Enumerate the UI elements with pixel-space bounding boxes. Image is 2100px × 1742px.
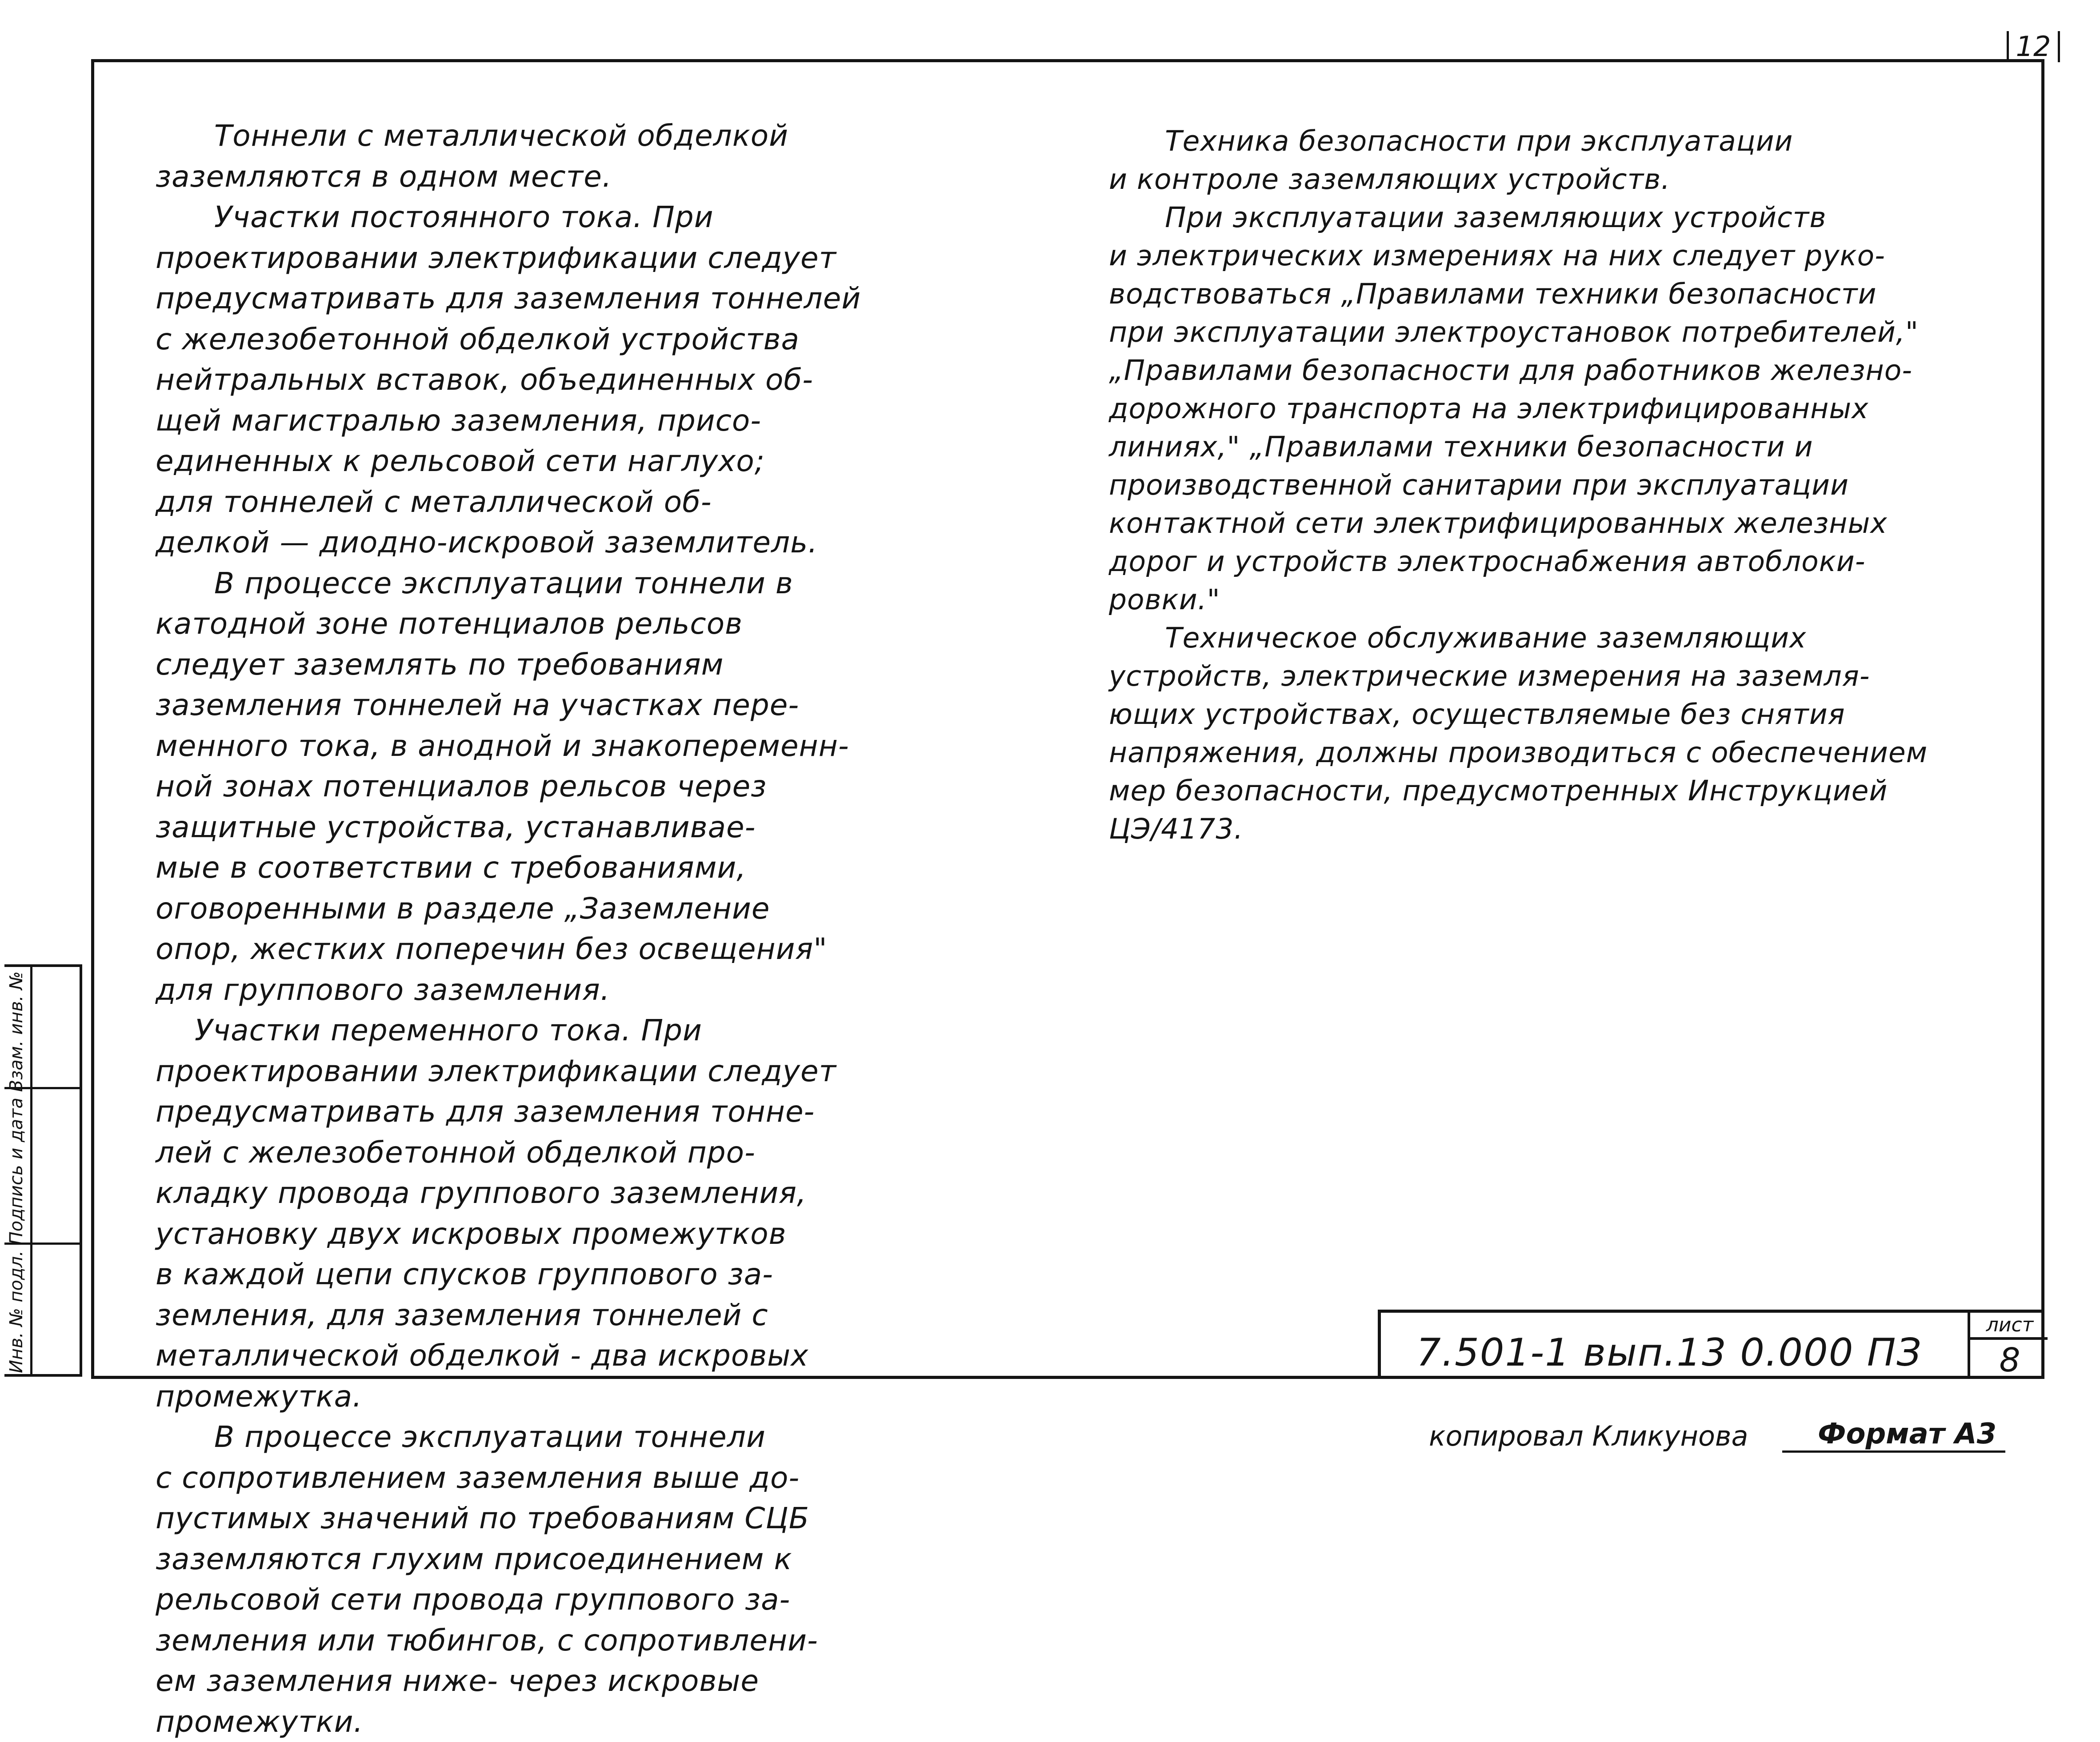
text-line: рельсовой сети провода группового за- bbox=[156, 1579, 861, 1620]
text-line: защитные устройства, устанавливае- bbox=[156, 807, 861, 848]
text-line: следует заземлять по требованиям bbox=[156, 644, 861, 685]
text-line: проектировании электрификации следует bbox=[156, 1051, 861, 1092]
text-line: при эксплуатации электроустановок потребителей," bbox=[1109, 313, 1928, 352]
text-line: промежутка. bbox=[156, 1376, 861, 1417]
text-line: для тоннелей с металлической об- bbox=[156, 482, 861, 523]
text-line: дорог и устройств электроснабжения автоблоки- bbox=[1109, 543, 1928, 581]
text-line: менного тока, в анодной и знакопеременн- bbox=[156, 726, 861, 767]
text-line: земления или тюбингов, с сопротивлени- bbox=[156, 1620, 861, 1661]
text-line: Участки постоянного тока. При bbox=[156, 197, 861, 238]
text-line: делкой — диодно-искровой заземлитель. bbox=[156, 522, 861, 563]
text-line: единенных к рельсовой сети наглухо; bbox=[156, 441, 861, 482]
text-line: пустимых значений по требованиям СЦБ bbox=[156, 1498, 861, 1539]
text-line: лей с железобетонной обделкой про- bbox=[156, 1132, 861, 1173]
text-line: предусматривать для заземления тонне- bbox=[156, 1091, 861, 1132]
text-line: Техника безопасности при эксплуатации bbox=[1109, 122, 1928, 160]
text-line: щей магистралью заземления, присо- bbox=[156, 400, 861, 441]
text-line: напряжения, должны производиться с обеспечением bbox=[1109, 734, 1928, 772]
text-line: нейтральных вставок, объединенных об- bbox=[156, 360, 861, 400]
text-line: В процессе эксплуатации тоннели в bbox=[156, 563, 861, 604]
text-line: дорожного транспорта на электрифицированных bbox=[1109, 390, 1928, 428]
paper-format: Формат А3 bbox=[1782, 1418, 2005, 1453]
text-line: ЦЭ/4173. bbox=[1109, 810, 1928, 848]
text-line: ровки." bbox=[1109, 581, 1928, 619]
text-line: и электрических измерениях на них следует руко- bbox=[1109, 237, 1928, 275]
page-number-bar-right bbox=[2058, 31, 2060, 62]
copied-by: копировал Кликунова bbox=[1429, 1420, 1748, 1452]
text-line: Техническое обслуживание заземляющих bbox=[1109, 619, 1928, 657]
text-line: опор, жестких поперечин без освещения" bbox=[156, 929, 861, 970]
sheet-label: лист bbox=[1972, 1313, 2048, 1337]
sheet-number: 8 bbox=[1972, 1342, 2048, 1379]
text-line: ем заземления ниже- через искровые bbox=[156, 1661, 861, 1702]
text-line: В процессе эксплуатации тоннели bbox=[156, 1417, 861, 1458]
text-line: заземления тоннелей на участках пере- bbox=[156, 685, 861, 726]
text-line: предусматривать для заземления тоннелей bbox=[156, 278, 861, 319]
text-line: проектировании электрификации следует bbox=[156, 238, 861, 279]
page-number bbox=[2007, 31, 2060, 62]
text-line: промежутки. bbox=[156, 1702, 861, 1742]
text-line: оговоренными в разделе „Заземление bbox=[156, 888, 861, 929]
text-line: линиях," „Правилами техники безопасности и bbox=[1109, 428, 1928, 466]
text-line: производственной санитарии при эксплуатации bbox=[1109, 466, 1928, 504]
text-line: установку двух искровых промежутков bbox=[156, 1214, 861, 1255]
title-block-divider bbox=[1968, 1313, 1970, 1379]
document-designation: 7.501-1 вып.13 0.000 ПЗ bbox=[1416, 1330, 1922, 1375]
text-line: заземляются в одном месте. bbox=[156, 156, 861, 197]
text-line: земления, для заземления тоннелей с bbox=[156, 1295, 861, 1336]
title-block bbox=[1378, 1310, 2044, 1379]
text-line: ющих устройствах, осуществляемые без снятия bbox=[1109, 695, 1928, 734]
text-line: При эксплуатации заземляющих устройств bbox=[1109, 199, 1928, 237]
text-line: с железобетонной обделкой устройства bbox=[156, 319, 861, 360]
text-line: контактной сети электрифицированных железных bbox=[1109, 504, 1928, 543]
text-line: устройств, электрические измерения на заземля- bbox=[1109, 657, 1928, 695]
page-number-bar-left bbox=[2007, 31, 2009, 62]
text-line: водствоваться „Правилами техники безопасности bbox=[1109, 275, 1928, 313]
title-block-hline bbox=[1970, 1337, 2048, 1340]
right-text-column bbox=[1109, 122, 1928, 848]
text-line: для группового заземления. bbox=[156, 970, 861, 1011]
text-line: заземляются глухим присоединением к bbox=[156, 1539, 861, 1580]
page-number-text: 12 bbox=[2016, 30, 2051, 63]
binding-strip-text: Инв. № подл. Подпись и дата Взам. инв. № bbox=[5, 964, 28, 1373]
text-line: ной зонах потенциалов рельсов через bbox=[156, 766, 861, 807]
text-line: Участки переменного тока. При bbox=[156, 1010, 861, 1051]
text-line: металлической обделкой - два искровых bbox=[156, 1335, 861, 1376]
text-line: мые в соответствии с требованиями, bbox=[156, 847, 861, 888]
text-line: кладку провода группового заземления, bbox=[156, 1173, 861, 1214]
text-line: с сопротивлением заземления выше до- bbox=[156, 1458, 861, 1498]
text-line: катодной зоне потенциалов рельсов bbox=[156, 603, 861, 644]
text-line: в каждой цепи спусков группового за- bbox=[156, 1254, 861, 1295]
text-line: мер безопасности, предусмотренных Инструкцией bbox=[1109, 772, 1928, 810]
binding-strip-divider bbox=[30, 967, 32, 1374]
text-line: и контроле заземляющих устройств. bbox=[1109, 160, 1928, 199]
text-line: „Правилами безопасности для работников железно- bbox=[1109, 352, 1928, 390]
text-line: Тоннели с металлической обделкой bbox=[156, 116, 861, 156]
left-text-column bbox=[156, 116, 861, 1742]
